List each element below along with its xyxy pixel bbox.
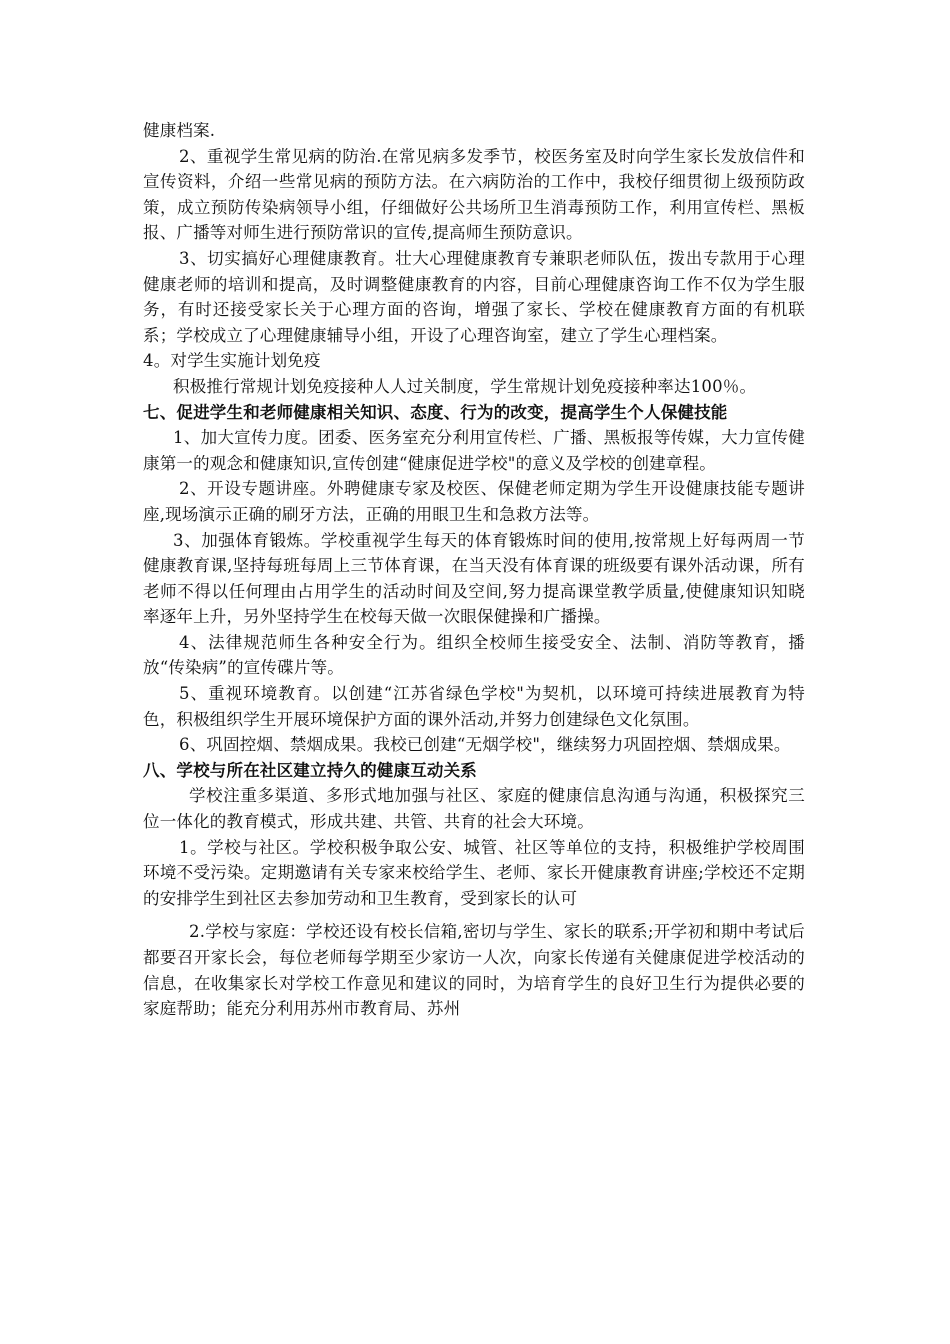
- paragraph-school-community: 1。学校与社区。学校积极争取公安、城管、社区等单位的支持，积极维护学校周围环境不受污染。定期邀请有关专家来校给学生、老师、家长开健康教育讲座;学校还不定期的安排学生到社区去参加劳动和卫生教育，受到家长的认可: [143, 837, 805, 908]
- document-page: [143, 118, 805, 1022]
- paragraph-immunization-body: 积极推行常规计划免疫接种人人过关制度，学生常规计划免疫接种率达100％。: [173, 376, 757, 396]
- paragraph-smoking-control: 6、巩固控烟、禁烟成果。我校已创建“无烟学校"，继续努力巩固控烟、禁烟成果。: [179, 735, 791, 755]
- paragraph-environment: 5、重视环境教育。以创建“江苏省绿色学校"为契机，以环境可持续进展教育为特色，积极组织学生开展环境保护方面的课外活动,并努力创建绿色文化氛围。: [143, 684, 805, 729]
- paragraph-community-overview: 学校注重多渠道、多形式地加强与社区、家庭的健康信息沟通与沟通，积极探究三位一体化的教育模式，形成共建、共管、共育的社会大环境。: [143, 786, 805, 832]
- section-heading-eight: 八、学校与所在社区建立持久的健康互动关系: [143, 760, 477, 780]
- paragraph-school-family: 2.学校与家庭：学校还设有校长信箱,密切与学生、家长的联系;开学初和期中考试后都要召开家长会，每位老师每学期至少家访一人次，向家长传递有关健康促进学校活动的信息，在收集家长对学校工作意见和建议的同时，为培育学生的良好卫生行为提供必要的家庭帮助；能充分利用苏州市教育局、苏州: [143, 922, 805, 1019]
- paragraph-physical-exercise: 3、加强体育锻炼。学校重视学生每天的体育锻炼时间的使用,按常规上好每两周一节健康教育课,坚持每班每周上三节体育课，在当天没有体育课的班级要有课外活动课，所有老师不得以任何理由占用学生的活动时间及空间,努力提高课堂教学质量,使健康知识知晓率逐年上升，另外坚持学生在校每天做一次眼保健操和广播操。: [143, 530, 805, 627]
- paragraph-immunization-title: 4。对学生实施计划免疫: [143, 351, 321, 371]
- paragraph-common-disease-prevention: 2、重视学生常见病的防治.在常见病多发季节，校医务室及时向学生家长发放信件和宣传资料，介绍一些常见病的预防方法。在六病防治的工作中，我校仔细贯彻上级预防政策，成立预防传染病领导小组，仔细做好公共场所卫生消毒预防工作，利用宣传栏、黑板报、广播等对师生进行预防常识的宣传,提高师生预防意识。: [143, 146, 805, 243]
- paragraph-mental-health-education: 3、切实搞好心理健康教育。壮大心理健康教育专兼职老师队伍，拨出专款用于心理健康老师的培训和提高，及时调整健康教育的内容，目前心理健康咨询工作不仅为学生服务，有时还接受家长关于心理方面的咨询，增强了家长、学校在健康教育方面的有机联系；学校成立了心理健康辅导小组，开设了心理咨询室，建立了学生心理档案。: [143, 248, 805, 345]
- paragraph-publicity: 1、加大宣传力度。团委、医务室充分利用宣传栏、广播、黑板报等传媒，大力宣传健康第一的观念和健康知识,宣传创建“健康促进学校"的意义及学校的创建章程。: [143, 428, 805, 473]
- paragraph-health-records: 健康档案.: [143, 121, 216, 140]
- paragraph-lectures: 2、开设专题讲座。外聘健康专家及校医、保健老师定期为学生开设健康技能专题讲座,现场演示正确的刷牙方法，正确的用眼卫生和急救方法等。: [143, 479, 805, 524]
- paragraph-safety: 4、法律规范师生各种安全行为。组织全校师生接受安全、法制、消防等教育，播放“传染病”的宣传碟片等。: [143, 632, 805, 678]
- section-heading-seven: 七、促进学生和老师健康相关知识、态度、行为的改变，提高学生个人保健技能: [143, 402, 728, 422]
